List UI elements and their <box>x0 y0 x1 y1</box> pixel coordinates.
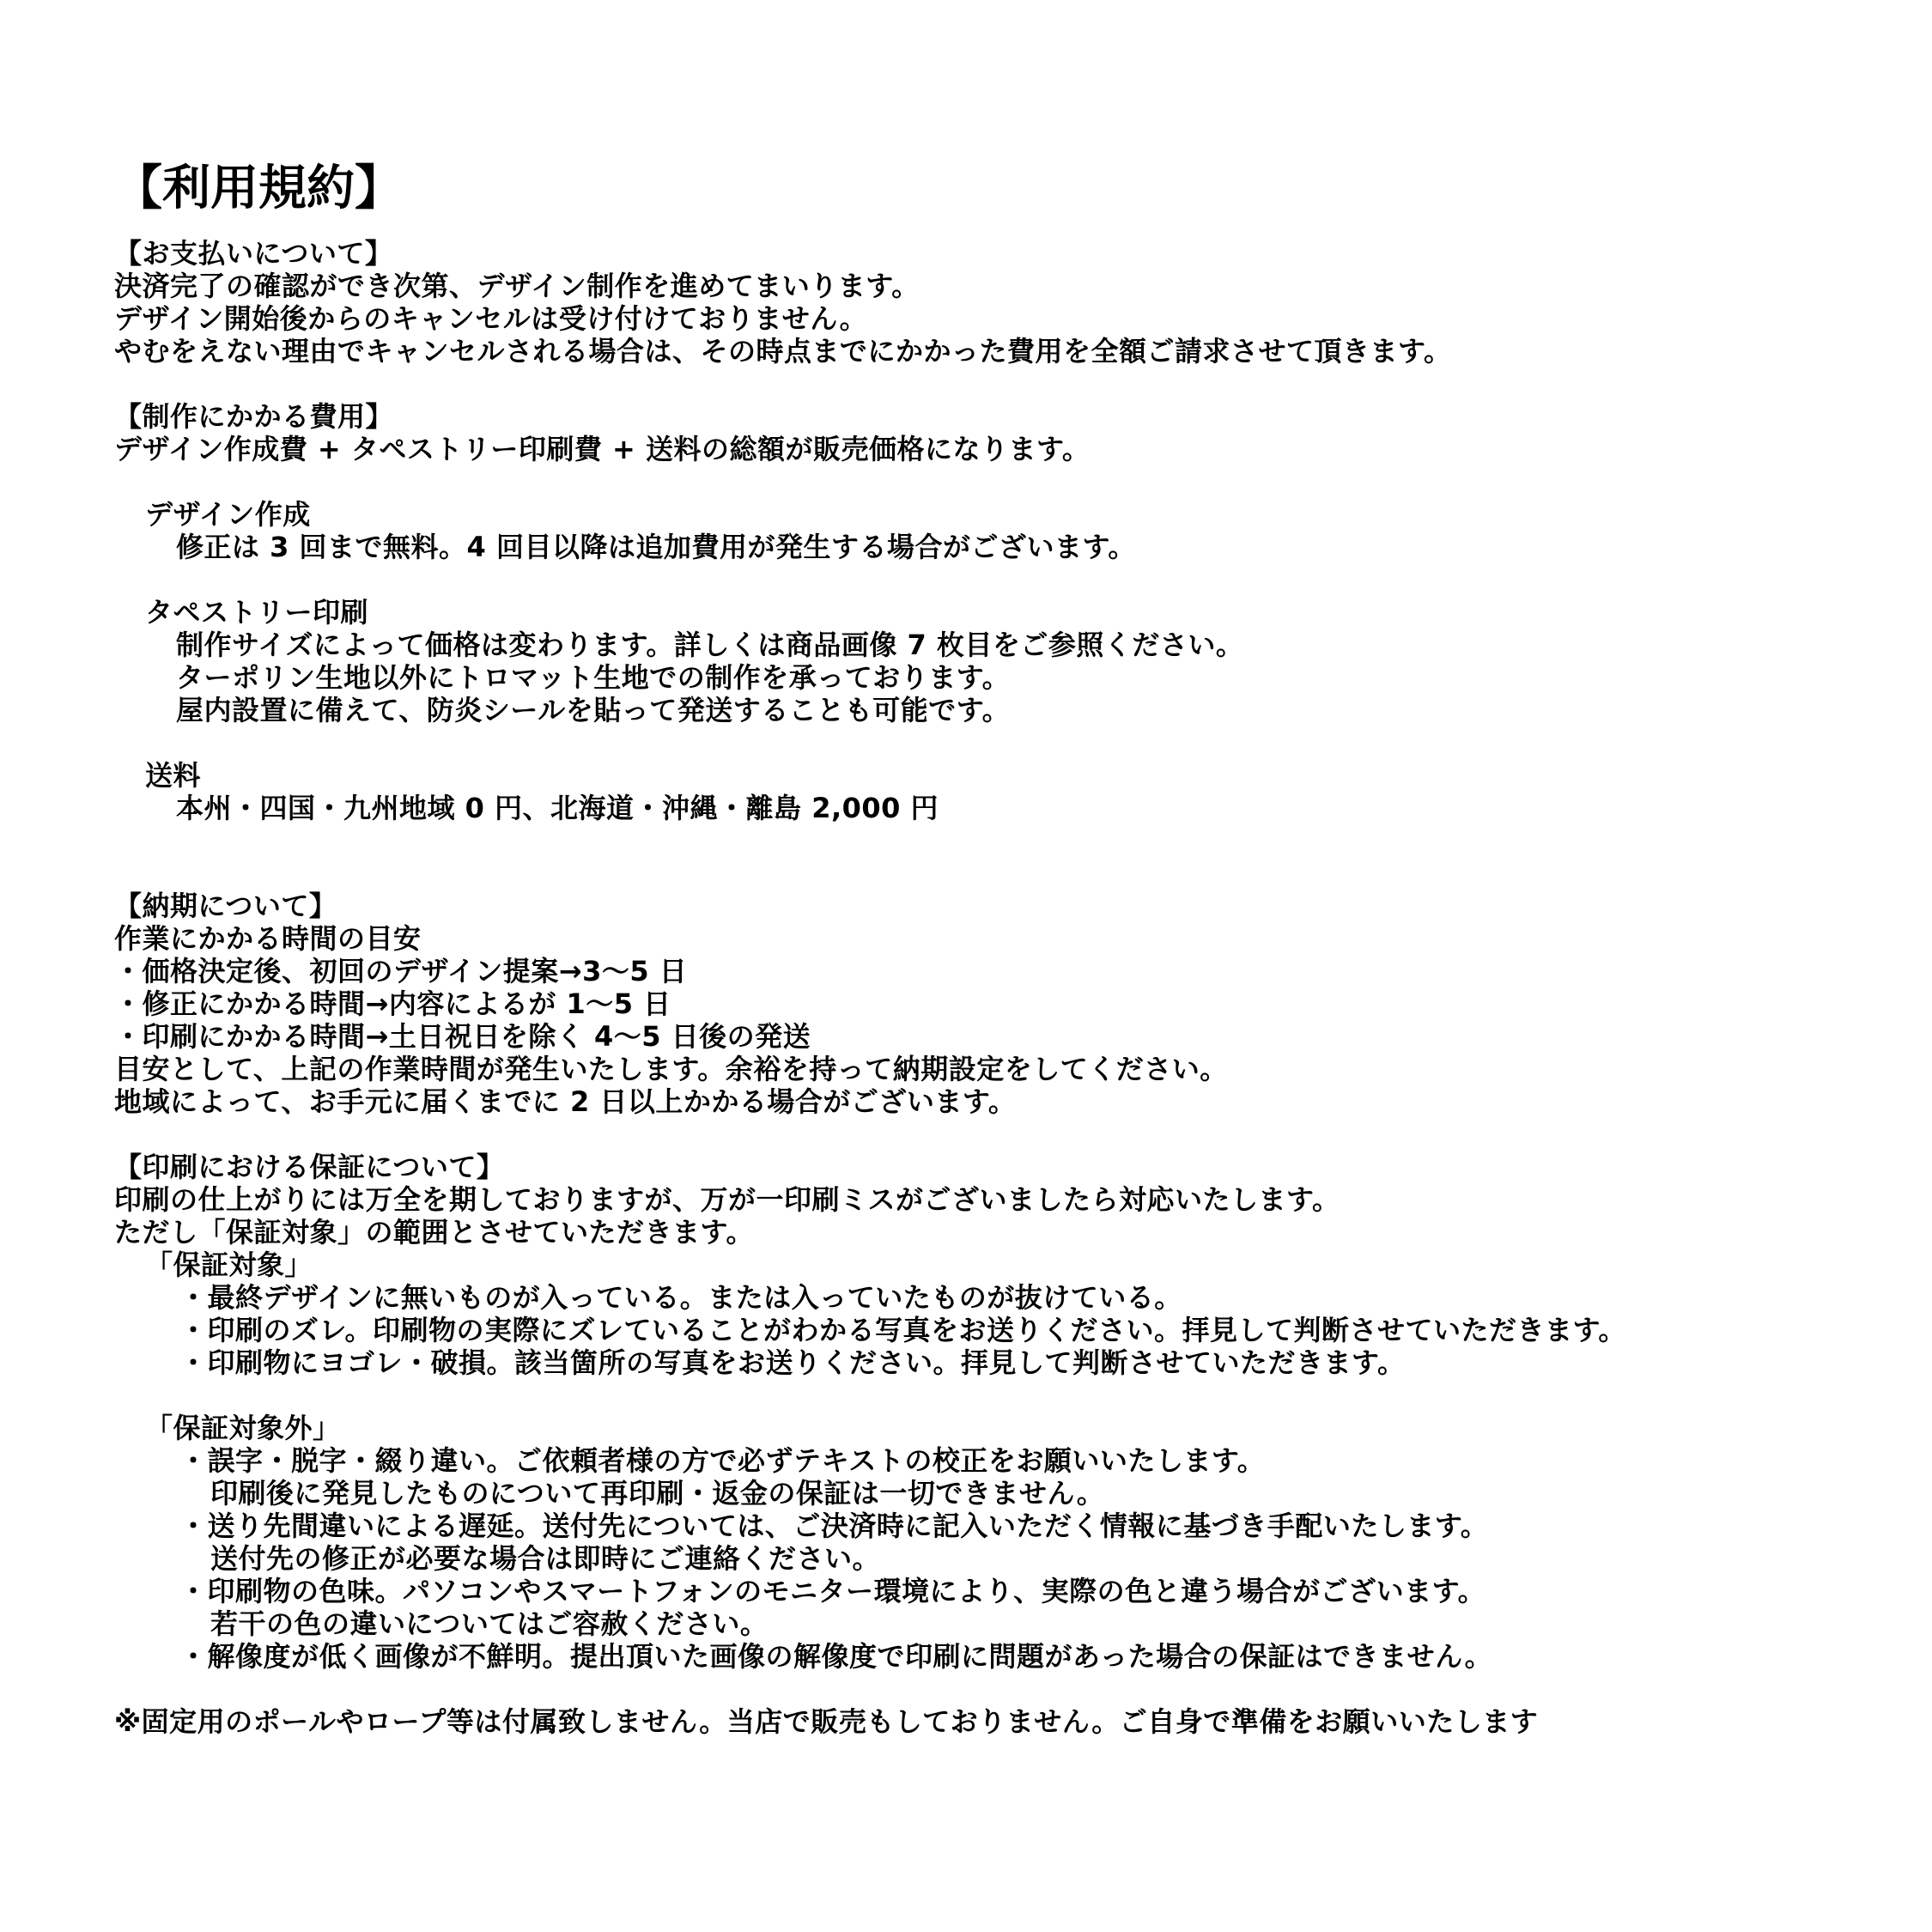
excluded-item-2: ・送り先間違いによる遅延。送付先については、ご決済時に記入いただく情報に基づき手配いたします。 <box>179 1510 1489 1542</box>
payment-line-2: デザイン開始後からのキャンセルは受け付けておりません。 <box>114 302 868 335</box>
delivery-line-5: 目安として、上記の作業時間が発生いたします。余裕を持って納期設定をしてください。 <box>114 1053 1228 1085</box>
excluded-item-3-cont: 若干の色の違いについてはご容赦ください。 <box>210 1607 769 1640</box>
covered-item-2: ・印刷のズレ。印刷物の実際にズレていることがわかる写真をお送りください。拝見して判断させていただきます。 <box>179 1314 1626 1346</box>
terms-document <box>114 155 1917 1738</box>
shipping-label: 送料 <box>145 759 202 792</box>
footnote: ※固定用のポールやロープ等は付属致しません。当店で販売もしておりません。ご自身で準備をお願いいたします <box>114 1705 1539 1738</box>
excluded-label: 「保証対象外」 <box>145 1412 341 1444</box>
guarantee-line-1: 印刷の仕上がりには万全を期しておりますが、万が一印刷ミスがございましたら対応いたします。 <box>114 1183 1340 1216</box>
payment-line-1: 決済完了の確認ができ次第、デザイン制作を進めてまいります。 <box>114 270 920 302</box>
guarantee-section <box>114 1151 1917 1673</box>
costs-section <box>114 400 1917 824</box>
page-title: 【利用規約】 <box>114 161 403 216</box>
delivery-line-3: ・修正にかかる時間→内容によるが 1〜5 日 <box>114 987 671 1020</box>
delivery-heading: 【納期について】 <box>114 890 337 922</box>
spacer <box>114 563 1917 596</box>
print-cost-detail-2: ターポリン生地以外にトロマット生地での制作を承っております。 <box>176 661 1011 694</box>
design-cost-detail: 修正は 3 回まで無料。4 回目以降は追加費用が発生する場合がございます。 <box>176 531 1136 563</box>
excluded-item-4: ・解像度が低く画像が不鮮明。提出頂いた画像の解像度で印刷に問題があった場合の保証はできません。 <box>179 1640 1493 1673</box>
delivery-line-4: ・印刷にかかる時間→土日祝日を除く 4〜5 日後の発送 <box>114 1020 811 1053</box>
spacer <box>114 368 1917 400</box>
shipping-detail: 本州・四国・九州地域 0 円、北海道・沖縄・離島 2,000 円 <box>176 792 939 824</box>
print-cost-detail-3: 屋内設置に備えて、防炎シールを貼って発送することも可能です。 <box>176 694 1011 726</box>
spacer <box>114 824 1917 890</box>
spacer <box>114 1379 1917 1412</box>
design-cost-label: デザイン作成 <box>145 498 311 531</box>
spacer <box>114 465 1917 498</box>
excluded-item-1: ・誤字・脱字・綴り違い。ご依頼者様の方で必ずテキストの校正をお願いいたします。 <box>179 1444 1266 1477</box>
spacer <box>114 1673 1917 1705</box>
guarantee-heading: 【印刷における保証について】 <box>114 1151 505 1183</box>
covered-item-3: ・印刷物にヨゴレ・破損。該当箇所の写真をお送りください。拝見して判断させていただきます。 <box>179 1346 1406 1379</box>
print-cost-label: タペストリー印刷 <box>145 596 369 629</box>
excluded-item-3: ・印刷物の色味。パソコンやスマートフォンのモニター環境により、実際の色と違う場合がございます。 <box>179 1575 1486 1607</box>
delivery-line-1: 作業にかかる時間の目安 <box>114 922 422 955</box>
covered-item-1: ・最終デザインに無いものが入っている。または入っていたものが抜けている。 <box>179 1281 1182 1314</box>
spacer <box>114 726 1917 759</box>
delivery-line-6: 地域によって、お手元に届くまでに 2 日以上かかる場合がございます。 <box>114 1085 1017 1118</box>
excluded-item-2-cont: 送付先の修正が必要な場合は即時にご連絡ください。 <box>210 1542 881 1575</box>
costs-heading: 【制作にかかる費用】 <box>114 400 394 433</box>
delivery-section <box>114 890 1917 1118</box>
payment-line-3: やむをえない理由でキャンセルされる場合は、その時点までにかかった費用を全額ご請求させて頂きます。 <box>114 335 1452 368</box>
guarantee-line-2: ただし「保証対象」の範囲とさせていただきます。 <box>114 1216 754 1249</box>
excluded-item-1-cont: 印刷後に発見したものについて再印刷・返金の保証は一切できません。 <box>210 1477 1105 1510</box>
payment-heading: 【お支払いについて】 <box>114 237 393 270</box>
payment-section <box>114 237 1917 368</box>
print-cost-detail-1: 制作サイズによって価格は変わります。詳しくは商品画像 7 枚目をご参照ください。 <box>176 629 1244 661</box>
costs-summary: デザイン作成費 + タペストリー印刷費 + 送料の総額が販売価格になります。 <box>114 433 1091 465</box>
covered-label: 「保証対象」 <box>145 1249 313 1281</box>
spacer <box>114 1118 1917 1151</box>
delivery-line-2: ・価格決定後、初回のデザイン提案→3〜5 日 <box>114 955 688 987</box>
